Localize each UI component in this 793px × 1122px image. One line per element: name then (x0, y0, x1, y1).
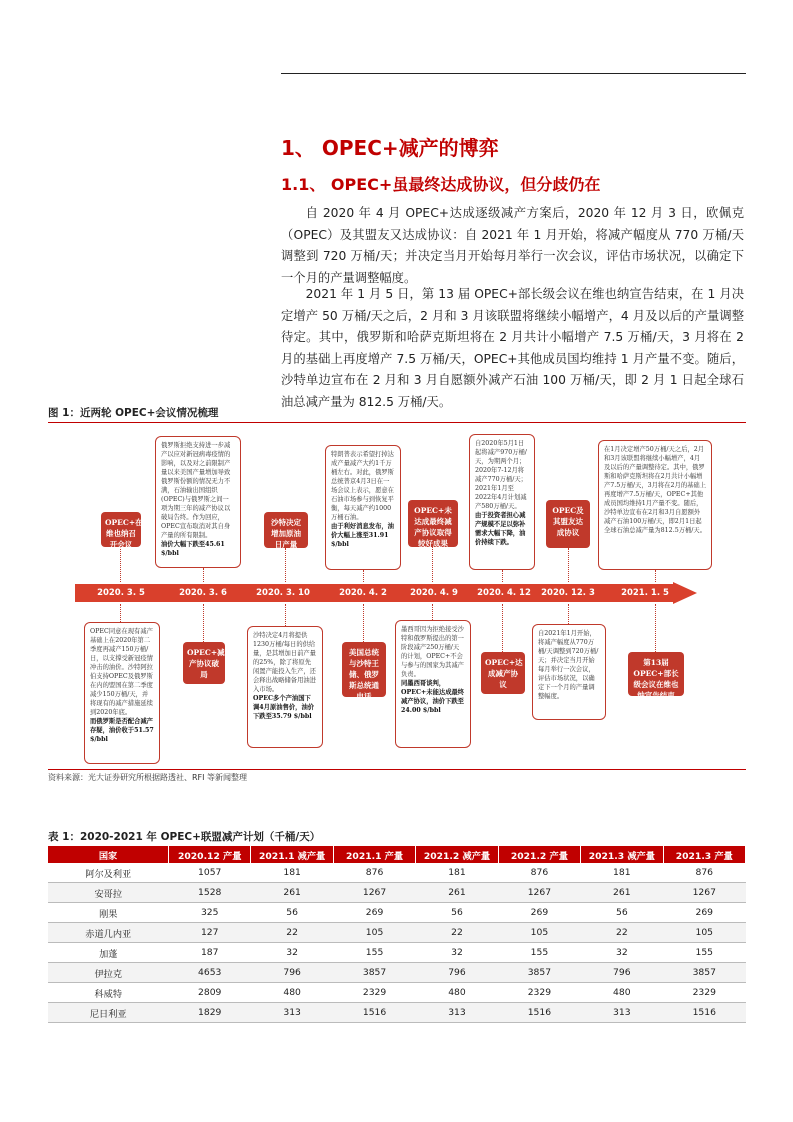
connector (203, 604, 204, 642)
event-label-3: 沙特决定增加原油日产量 (264, 512, 308, 548)
connector (285, 604, 286, 626)
country-cell: 阿尔及利亚 (48, 863, 169, 883)
value-cell: 155 (663, 943, 745, 963)
connector (203, 568, 204, 582)
note-2020-03-06 (155, 436, 241, 568)
value-cell: 876 (663, 863, 745, 883)
value-cell: 2329 (498, 983, 580, 1003)
reduction-table (48, 846, 746, 1023)
timeline-date-7: 2020. 12. 3 (541, 588, 595, 598)
note-2020-03-05 (84, 622, 160, 764)
table-row (48, 863, 746, 883)
value-cell: 261 (251, 883, 333, 903)
connector (120, 547, 121, 582)
value-cell: 155 (498, 943, 580, 963)
value-cell: 127 (169, 923, 251, 943)
note-text-bold: 同墨西哥谈判，OPEC+未能达成最终减产协议，油价下跌至24.00 $/bbl (401, 680, 465, 714)
note-text-bold: 油价大幅下跌至45.61 $/bbl (161, 541, 225, 557)
note-text: OPEC同意在现有减产基础上在2020年第二季度再减产150万桶/日，以支撑受新冠疫情冲击的油价。沙特阿拉伯支持OPEC及俄罗斯在内的盟国在第二季度减少150万桶/天，并将现有的减产措施延续到2020年底。 (90, 628, 153, 716)
note-text-bold: 由于利好消息发布，油价大幅上涨至31.91 $/bbl (331, 523, 394, 548)
value-cell: 2809 (169, 983, 251, 1003)
value-cell: 56 (581, 903, 663, 923)
section-heading: 1、 OPEC+减产的博弈 (281, 136, 499, 160)
value-cell: 269 (498, 903, 580, 923)
value-cell: 181 (581, 863, 663, 883)
paragraph-1: 自 2020 年 4 月 OPEC+达成逐级减产方案后，2020 年 12 月 3 日，欧佩克（OPEC）及其盟友又达成协议：自 2021 年 1 月开始，将减产幅度从 770 万桶/天调整到 720 万桶/天；并决定当月开始每月举行一次会议，评估市场状况，以确定下一个月的产量调整幅度。 (281, 206, 744, 285)
value-cell: 2329 (663, 983, 745, 1003)
value-cell: 261 (581, 883, 663, 903)
note-2020-12-03 (532, 624, 606, 720)
value-cell: 261 (416, 883, 498, 903)
note-text: 俄罗斯拒绝支持进一步减产以应对新冠病毒疫情的影响，以及对之前限制产量以来美国产量增加导致俄罗斯份额的情况无力不满，石油输出国组织(OPEC)与俄罗斯之间一项为期三年的减产协议以破局告终。作为回应，OPEC宣布取消对其自身产量的所有限制。 (161, 442, 231, 539)
note-2020-03-10 (247, 626, 323, 748)
value-cell: 1267 (498, 883, 580, 903)
value-cell: 313 (416, 1003, 498, 1023)
timeline-date-4: 2020. 4. 2 (339, 588, 387, 598)
value-cell: 3857 (663, 963, 745, 983)
value-cell: 313 (581, 1003, 663, 1023)
value-cell: 1516 (663, 1003, 745, 1023)
col-header: 2021.1 减产量 (251, 846, 333, 863)
figure-source: 资料来源：光大证券研究所根据路透社、RFI 等新闻整理 (48, 773, 248, 782)
col-header: 2020.12 产量 (169, 846, 251, 863)
value-cell: 32 (251, 943, 333, 963)
value-cell: 3857 (333, 963, 415, 983)
col-header: 2021.3 产量 (663, 846, 745, 863)
value-cell: 269 (333, 903, 415, 923)
value-cell: 181 (416, 863, 498, 883)
value-cell: 22 (251, 923, 333, 943)
value-cell: 105 (498, 923, 580, 943)
event-label-4: 美国总统与沙特王储、俄罗斯总统通电话 (342, 642, 386, 697)
header-rule (281, 73, 746, 74)
note-text: 特朗普表示希望打掉达成产量减产大约1千万桶左右。对此，俄罗斯总统普京4月3日在一场会议上表示，愿意在石油市场参与到恢复平衡，每天减产约1000万桶石油。 (331, 451, 394, 521)
value-cell: 480 (416, 983, 498, 1003)
table-row (48, 903, 746, 923)
table-header-row (48, 846, 746, 863)
country-cell: 安哥拉 (48, 883, 169, 903)
value-cell: 796 (251, 963, 333, 983)
value-cell: 1516 (498, 1003, 580, 1023)
value-cell: 1267 (333, 883, 415, 903)
value-cell: 1829 (169, 1003, 251, 1023)
timeline-date-3: 2020. 3. 10 (256, 588, 310, 598)
note-text-bold: 而俄罗斯是否配合减产存疑，油价收于51.57 $/bbl (90, 718, 154, 743)
value-cell: 1528 (169, 883, 251, 903)
timeline-date-6: 2020. 4. 12 (477, 588, 531, 598)
connector (568, 548, 569, 582)
note-2020-04-12 (469, 434, 535, 570)
value-cell: 22 (581, 923, 663, 943)
note-text: 墨西哥因为拒绝接受沙特和俄罗斯提出的第一阶段减产250万桶/天的计划，OPEC+不会与参与的国家为其减产负责。 (401, 626, 464, 678)
connector (285, 548, 286, 582)
value-cell: 155 (333, 943, 415, 963)
source-rule (48, 769, 746, 770)
value-cell: 1267 (663, 883, 745, 903)
timeline-date-1: 2020. 3. 5 (97, 588, 145, 598)
value-cell: 181 (251, 863, 333, 883)
value-cell: 4653 (169, 963, 251, 983)
value-cell: 22 (416, 923, 498, 943)
value-cell: 313 (251, 1003, 333, 1023)
event-label-8: 第13届OPEC+部长级会议在维也纳宣告结束 (628, 652, 684, 696)
table-row (48, 943, 746, 963)
connector (568, 604, 569, 624)
col-header: 2021.3 减产量 (581, 846, 663, 863)
value-cell: 1057 (169, 863, 251, 883)
note-text: 自2021年1月开始，将减产幅度从770万桶/天调整到720万桶/天；并决定当月开始每月举行一次会议，评估市场状况，以确定下一个月的产量调整幅度。 (538, 630, 599, 700)
note-2020-04-09 (395, 620, 471, 748)
event-label-7: OPEC及其盟友达成协议 (546, 500, 590, 548)
country-cell: 赤道几内亚 (48, 923, 169, 943)
value-cell: 187 (169, 943, 251, 963)
connector (655, 570, 656, 582)
table-row (48, 1003, 746, 1023)
value-cell: 105 (663, 923, 745, 943)
value-cell: 480 (581, 983, 663, 1003)
value-cell: 3857 (498, 963, 580, 983)
value-cell: 325 (169, 903, 251, 923)
col-header: 2021.2 减产量 (416, 846, 498, 863)
value-cell: 2329 (333, 983, 415, 1003)
value-cell: 56 (416, 903, 498, 923)
figure-rule (48, 422, 746, 423)
note-text-bold: 由于投资者担心减产规模不足以弥补需求大幅下降，油价持续下跌。 (475, 512, 526, 546)
value-cell: 480 (251, 983, 333, 1003)
note-2021-01-05 (598, 440, 712, 570)
country-cell: 伊拉克 (48, 963, 169, 983)
table-row (48, 923, 746, 943)
table-row (48, 963, 746, 983)
connector (363, 570, 364, 582)
connector (432, 547, 433, 582)
event-label-5: OPEC+未达成最终减产协议取得较好成果 (408, 500, 458, 547)
country-cell: 尼日利亚 (48, 1003, 169, 1023)
timeline-date-5: 2020. 4. 9 (410, 588, 458, 598)
note-text-bold: OPEC多个产油国下调4月原油售价，油价下跌至35.79 $/bbl (253, 695, 315, 720)
event-label-6: OPEC+达成减产协议 (481, 652, 525, 694)
connector (363, 604, 364, 642)
table-title: 表 1：2020-2021 年 OPEC+联盟减产计划（千桶/天） (48, 831, 321, 843)
value-cell: 796 (581, 963, 663, 983)
figure-title: 图 1：近两轮 OPEC+会议情况梳理 (48, 407, 219, 419)
country-cell: 刚果 (48, 903, 169, 923)
value-cell: 105 (333, 923, 415, 943)
col-header: 国家 (48, 846, 169, 863)
connector (502, 570, 503, 582)
value-cell: 32 (416, 943, 498, 963)
value-cell: 1516 (333, 1003, 415, 1023)
col-header: 2021.1 产量 (333, 846, 415, 863)
value-cell: 56 (251, 903, 333, 923)
paragraph-2: 2021 年 1 月 5 日，第 13 届 OPEC+部长级会议在维也纳宣告结束，在 1 月决定增产 50 万桶/天之后，2 月和 3 月该联盟将继续小幅增产，4 月及以后的产量调整待定。其中，俄罗斯和哈萨克斯坦将在 2 月共计小幅增产 7.5 万桶/天，3 月将在 2 月的基础上再度增产 7.5 万桶/天，OPEC+其他成员国均维持 1 月产量不变。随后，沙特单边宣布在 2 月和 3 月自愿额外减产石油 100 万桶/天，即 2 月 1 日起全球石油总减产量为 812.5 万桶/天。 (281, 287, 744, 409)
timeline-date-8: 2021. 1. 5 (621, 588, 669, 598)
value-cell: 876 (333, 863, 415, 883)
timeline-date-2: 2020. 3. 6 (179, 588, 227, 598)
value-cell: 876 (498, 863, 580, 883)
table-row (48, 883, 746, 903)
subsection-heading: 1.1、 OPEC+虽最终达成协议，但分歧仍在 (281, 175, 601, 194)
col-header: 2021.2 产量 (498, 846, 580, 863)
table-row (48, 983, 746, 1003)
connector (655, 604, 656, 652)
note-text: 自2020年5月1日起将减产970万桶/天，为期两个月；2020年7-12月将减产770万桶/天；2021年1月至2022年4月计划减产580万桶/天。 (475, 440, 527, 510)
country-cell: 科威特 (48, 983, 169, 1003)
value-cell: 796 (416, 963, 498, 983)
connector (502, 604, 503, 652)
note-text: 在1月决定增产50万桶/天之后，2月和3月该联盟将继续小幅增产，4月及以后的产量调整待定。其中，俄罗斯和哈萨克斯坦将在2月共计小幅增产7.5万桶/天，3月将在2月的基础上再度增产7.5万桶/天，OPEC+其他成员国均维持1月产量不变。随后，沙特单边宣布在2月和3月自愿额外减产石油100万桶/天，即2月1日起全球石油总减产量为812.5万桶/天。 (604, 446, 707, 534)
value-cell: 32 (581, 943, 663, 963)
connector (120, 604, 121, 622)
event-label-2: OPEC+减产协议破局 (183, 642, 225, 684)
connector (432, 604, 433, 620)
country-cell: 加蓬 (48, 943, 169, 963)
value-cell: 269 (663, 903, 745, 923)
note-2020-04-02 (325, 445, 401, 570)
note-text: 沙特决定4月将提供1230万桶/每日的供给量，是其增加日前产量的25%，除了将原先闲置产能投入生产，还会释出战略储备用油进入市场。 (253, 632, 316, 693)
event-label-1: OPEC+在维也纳召开会议 (101, 512, 141, 547)
